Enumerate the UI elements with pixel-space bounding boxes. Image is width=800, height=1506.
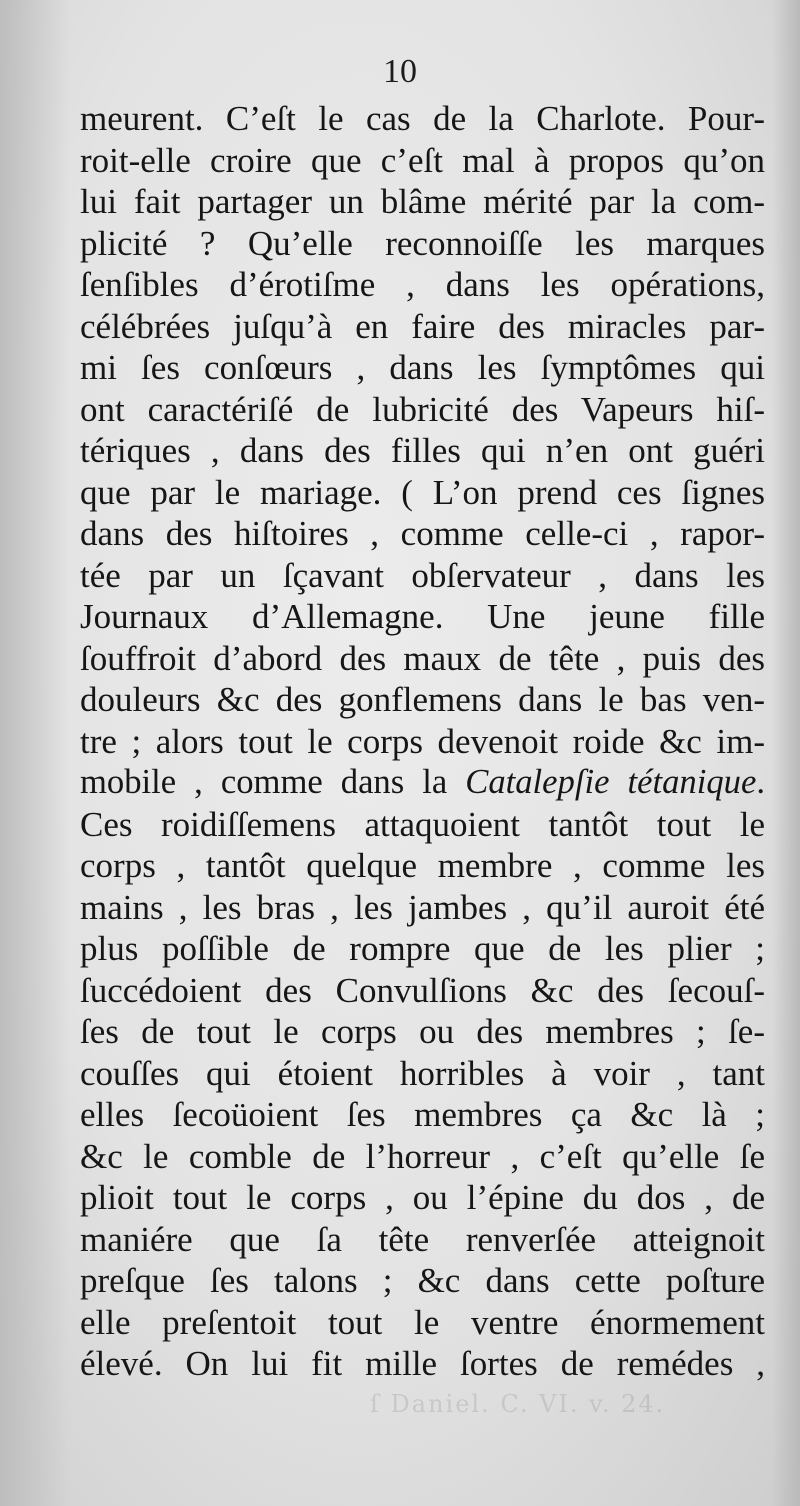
text-line-3: lui fait partager un blâme mérité par la com- xyxy=(80,182,765,221)
italic-term: Catalepſie tétanique xyxy=(465,763,757,801)
text-line-17-end: . xyxy=(756,763,765,801)
text-line-10: que par le mariage. ( L’on prend ces ſignes xyxy=(80,472,765,512)
text-line-26: &c le comble de l’horreur , c’eſt qu’elle ſe xyxy=(80,1136,765,1176)
text-line-23: ſes de tout le corps ou des membres ; ſe- xyxy=(80,1012,765,1051)
text-line-31: élevé. On lui fit mille ſortes de remédes , xyxy=(80,1344,765,1383)
text-line-22: ſuccédoient des Convulſions &c des ſecouſ- xyxy=(80,970,765,1010)
text-line-6: célébrées juſqu’à en faire des miracles par- xyxy=(80,306,765,346)
text-line-8: ont caractériſé de lubricité des Vapeurs hiſ- xyxy=(80,389,765,429)
text-line-24: couſſes qui étoient horribles à voir , tant xyxy=(80,1053,765,1093)
text-line-14: ſouffroit d’abord des maux de tête , puis des xyxy=(80,638,765,678)
text-line-28: maniére que ſa tête renverſée atteignoit xyxy=(80,1219,765,1259)
body-text xyxy=(80,98,765,1385)
text-line-1: meurent. C’eſt le cas de la Charlote. Pour- xyxy=(80,99,765,138)
text-line-7: mi ſes conſœurs , dans les ſymptômes qui xyxy=(80,348,765,387)
text-line-27: plioit tout le corps , ou l’épine du dos , de xyxy=(80,1178,765,1217)
text-line-13: Journaux d’Allemagne. Une jeune fille xyxy=(80,597,765,636)
text-line-4: plicité ? Qu’elle reconnoiſſe les marques xyxy=(80,223,765,263)
text-line-29: preſque ſes talons ; &c dans cette poſture xyxy=(80,1261,765,1300)
text-line-17-start: mobile , comme dans la xyxy=(80,763,466,801)
text-line-17 xyxy=(80,762,765,804)
text-line-30: elle preſentoit tout le ventre énormement xyxy=(80,1302,765,1342)
text-line-15: douleurs &c des gonflemens dans le bas ven- xyxy=(80,680,765,719)
text-line-20: mains , les bras , les jambes , qu’il auroit été xyxy=(80,887,765,927)
text-line-21: plus poſſible de rompre que de les plier ; xyxy=(80,929,765,968)
text-line-5: ſenſibles d’érotiſme , dans les opérations, xyxy=(80,265,765,304)
gutter-shadow xyxy=(0,0,70,1506)
text-line-25: elles ſecoüoient ſes membres ça &c là ; xyxy=(80,1095,765,1134)
page-edge-shadow xyxy=(772,0,800,1506)
text-line-11: dans des hiſtoires , comme celle-ci , rapor- xyxy=(80,514,765,553)
bleed-through-text: ſ Daniel. C. VI. v. 24. xyxy=(370,1390,666,1418)
text-line-9: tériques , dans des filles qui n’en ont guéri xyxy=(80,431,765,470)
text-line-2: roit-elle croire que c’eſt mal à propos qu’on xyxy=(80,140,765,180)
text-line-18: Ces roidiſſemens attaquoient tantôt tout le xyxy=(80,804,765,844)
text-line-16: tre ; alors tout le corps devenoit roide &c im- xyxy=(80,721,765,761)
page-number: 10 xyxy=(383,53,417,90)
text-line-12: tée par un ſçavant obſervateur , dans les xyxy=(80,555,765,595)
text-line-19: corps , tantôt quelque membre , comme les xyxy=(80,846,765,885)
